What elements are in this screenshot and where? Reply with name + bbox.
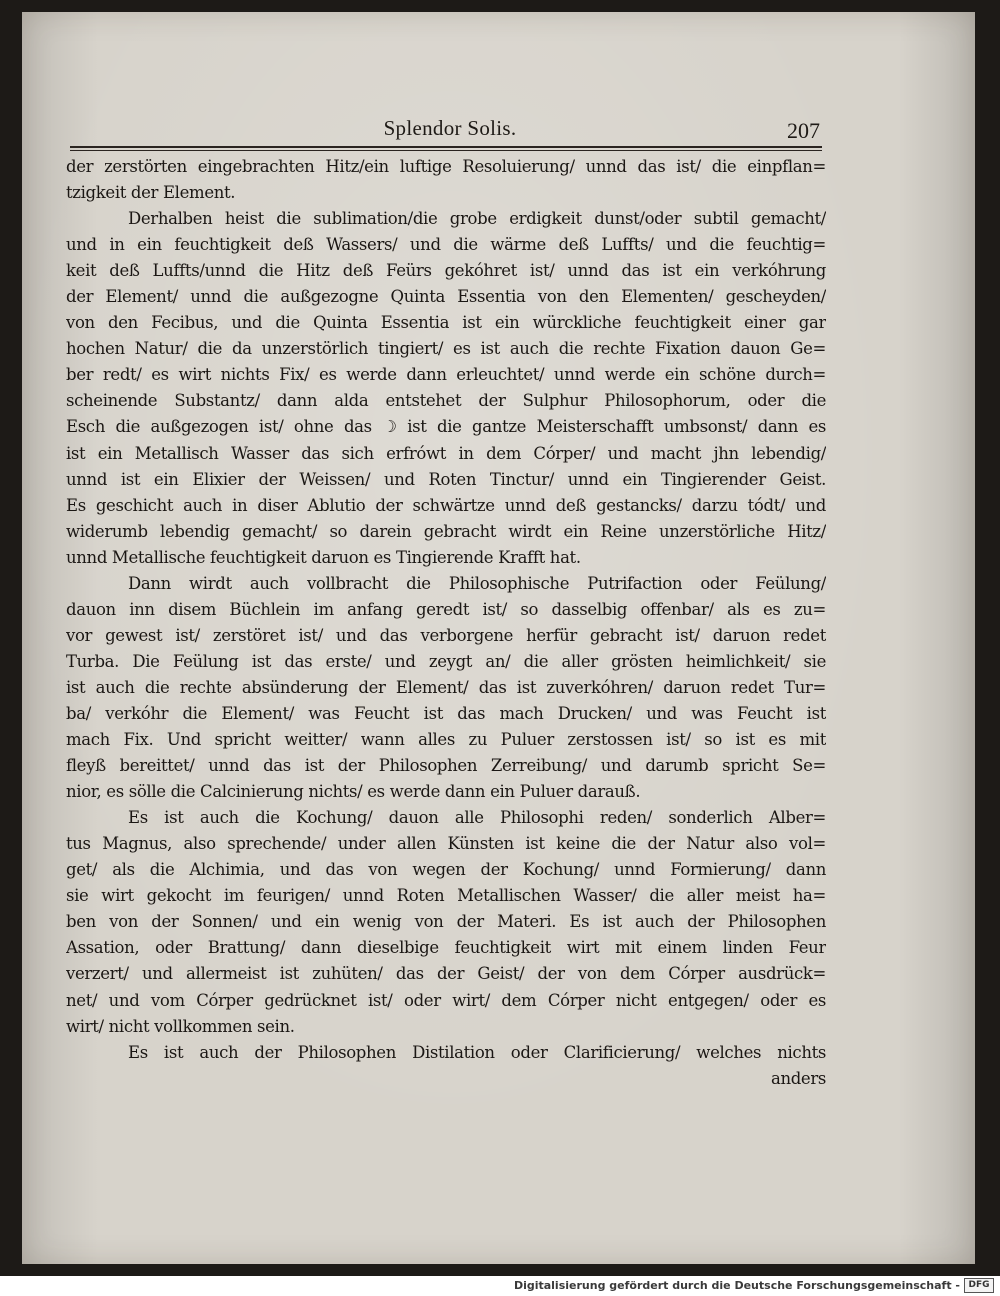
text-line: widerumb lebendig gemacht/ so darein gebracht wirdt ein Reine unzerstörliche Hitz/ xyxy=(66,521,826,541)
text-line: unnd Metallische feuchtigkeit daruon es Tingierende Krafft hat. xyxy=(66,547,581,567)
text-line: keit deß Luffts/unnd die Hitz deß Feürs gekóhret ist/ unnd das ist ein verkóhrung xyxy=(66,261,826,281)
header-rule xyxy=(70,146,822,153)
text-line: mach Fix. Und spricht weitter/ wann alles zu Puluer zerstossen ist/ so ist es mit xyxy=(66,730,826,750)
footer-bar xyxy=(0,1276,1000,1296)
text-line: fleyß bereittet/ unnd das ist der Philosophen Zerreibung/ und darumb spricht Se= xyxy=(66,756,826,776)
text-line: hochen Natur/ die da unzerstörlich tingiert/ es ist auch die rechte Fixation dauon Ge= xyxy=(66,339,826,359)
body-text xyxy=(66,154,826,1092)
funding-note: Digitalisierung gefördert durch die Deutsche Forschungsgemeinschaft - xyxy=(513,1279,960,1292)
text-line: net/ und vom Córper gedrücknet ist/ oder wirt/ dem Córper nicht entgegen/ oder es xyxy=(66,990,826,1010)
text-line: vor gewest ist/ zerstöret ist/ und das verborgene herfür gebracht ist/ daruon redet xyxy=(66,625,826,645)
paragraph-first-line: Derhalben heist die sublimation/die grobe erdigkeit dunst/oder subtil gemacht/ xyxy=(128,209,826,229)
text-line: scheinende Substantz/ dann alda entstehet der Sulphur Philosophorum, oder die xyxy=(66,391,826,411)
text-line: sie wirt gekocht im feurigen/ unnd Roten Metallischen Wasser/ die aller meist ha= xyxy=(66,886,826,906)
text-line: und in ein feuchtigkeit deß Wassers/ und die wärme deß Luffts/ und die feuchtig= xyxy=(66,235,826,255)
text-line: von den Fecibus, und die Quinta Essentia ist ein würckliche feuchtigkeit einer gar xyxy=(66,313,826,333)
catchword: anders xyxy=(770,1068,826,1088)
text-line: ba/ verkóhr die Element/ was Feucht ist das mach Drucken/ und was Feucht ist xyxy=(66,703,826,723)
paragraph-first-line: Es ist auch die Kochung/ dauon alle Philosophi reden/ sonderlich Alber= xyxy=(128,808,826,828)
paragraph-first-line: Dann wirdt auch vollbracht die Philosophische Putrifaction oder Feülung/ xyxy=(128,573,826,593)
text-line: Turba. Die Feülung ist das erste/ und zeygt an/ die aller grösten heimlichkeit/ sie xyxy=(66,651,826,671)
text-line: dauon inn disem Büchlein im anfang geredt ist/ so dasselbig offenbar/ als es zu= xyxy=(66,599,826,619)
text-line: ber redt/ es wirt nichts Fix/ es werde dann erleuchtet/ unnd werde ein schöne durch= xyxy=(66,365,826,385)
text-line: nior, es sölle die Calcinierung nichts/ es werde dann ein Puluer darauß. xyxy=(66,782,641,802)
text-line: ist auch die rechte absünderung der Element/ das ist zuverkóhren/ daruon redet Tur= xyxy=(66,677,826,697)
paragraph-first-line: Es ist auch der Philosophen Distilation oder Clarificierung/ welches nichts xyxy=(128,1042,826,1062)
text-line: ist ein Metallisch Wasser das sich erfrówt in dem Córper/ und macht jhn lebendig/ xyxy=(66,443,826,463)
page-number: 207 xyxy=(787,118,820,143)
text-line: Assation, oder Brattung/ dann dieselbige feuchtigkeit wirt mit einem linden Feur xyxy=(66,938,826,958)
text-line: wirt/ nicht vollkommen sein. xyxy=(66,1016,295,1036)
text-line: Esch die außgezogen ist/ ohne das ☽ ist die gantze Meisterschafft umbsonst/ dann es xyxy=(66,417,826,437)
dfg-logo: DFG xyxy=(964,1278,994,1293)
page-header xyxy=(80,102,820,142)
text-line: ben von der Sonnen/ und ein wenig von der Materi. Es ist auch der Philosophen xyxy=(66,912,826,932)
text-line: tzigkeit der Element. xyxy=(66,183,236,203)
text-line: tus Magnus, also sprechende/ under allen Künsten ist keine die der Natur also vol= xyxy=(66,834,826,854)
text-line: der zerstörten eingebrachten Hitz/ein luftige Resoluierung/ unnd das ist/ die einpflan= xyxy=(66,157,826,176)
running-title: Splendor Solis. xyxy=(383,116,517,140)
text-line: get/ als die Alchimia, und das von wegen der Kochung/ unnd Formierung/ dann xyxy=(66,860,826,880)
text-line: unnd ist ein Elixier der Weissen/ und Roten Tinctur/ unnd ein Tingierender Geist. xyxy=(66,469,826,489)
text-line: der Element/ unnd die außgezogne Quinta Essentia von den Elementen/ gescheyden/ xyxy=(66,287,826,307)
text-line: verzert/ und allermeist ist zuhüten/ das der Geist/ der von dem Córper ausdrück= xyxy=(66,964,826,984)
text-line: Es geschicht auch in diser Ablutio der schwärtze unnd deß gestancks/ darzu tódt/ und xyxy=(66,495,826,515)
